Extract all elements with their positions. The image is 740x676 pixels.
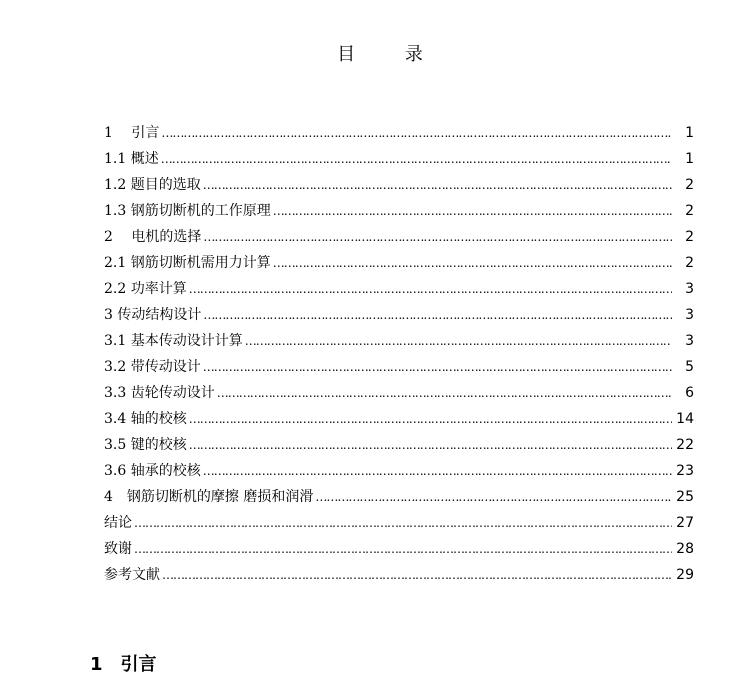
toc-entry-page: 2 xyxy=(685,177,694,193)
toc-dot-leader xyxy=(245,334,672,348)
section-heading: 1 引言 xyxy=(90,654,157,675)
toc-entry-label: 1.3 钢筋切断机的工作原理 xyxy=(104,203,271,219)
toc-entry xyxy=(104,559,694,585)
toc-entry-page: 14 xyxy=(676,411,694,427)
toc-dot-leader xyxy=(189,412,672,426)
toc-entry-label: 1.1 概述 xyxy=(104,151,159,167)
toc-entry-page: 1 xyxy=(685,125,694,141)
toc-dot-leader xyxy=(273,204,672,218)
toc-entry-page: 3 xyxy=(685,307,694,323)
toc-entry-page: 3 xyxy=(685,333,694,349)
toc-entry xyxy=(104,455,694,481)
toc-entry-page: 2 xyxy=(685,255,694,271)
toc-entry-label: 4 钢筋切断机的摩擦 磨损和润滑 xyxy=(104,489,314,505)
toc-entry-label: 3.2 带传动设计 xyxy=(104,359,201,375)
toc-dot-leader xyxy=(134,542,672,556)
toc-dot-leader xyxy=(203,464,672,478)
toc-dot-leader xyxy=(161,152,672,166)
toc-dot-leader xyxy=(203,230,672,244)
toc-dot-leader xyxy=(217,386,672,400)
toc-entry-label: 参考文献 xyxy=(104,567,160,583)
toc-entry xyxy=(104,351,694,377)
toc-entry xyxy=(104,117,694,143)
toc-entry xyxy=(104,507,694,533)
toc-entry-label: 3.6 轴承的校核 xyxy=(104,463,201,479)
toc-entry-page: 2 xyxy=(685,203,694,219)
toc-entry-label: 3.5 键的校核 xyxy=(104,437,187,453)
toc-entry-label: 3.4 轴的校核 xyxy=(104,411,187,427)
toc-entry-page: 22 xyxy=(676,437,694,453)
toc-entry-page: 28 xyxy=(676,541,694,557)
toc-entry-page: 23 xyxy=(676,463,694,479)
toc-entry-page: 5 xyxy=(685,359,694,375)
toc-dot-leader xyxy=(203,360,672,374)
toc-entry-page: 1 xyxy=(685,151,694,167)
toc-title: 目 录 xyxy=(337,44,445,65)
toc-entry-page: 29 xyxy=(676,567,694,583)
toc-dot-leader xyxy=(189,438,672,452)
toc-entry xyxy=(104,247,694,273)
toc-entry xyxy=(104,377,694,403)
table-of-contents xyxy=(104,117,694,585)
toc-entry-page: 27 xyxy=(676,515,694,531)
toc-entry xyxy=(104,299,694,325)
toc-entry-page: 3 xyxy=(685,281,694,297)
toc-entry-page: 25 xyxy=(676,489,694,505)
toc-entry xyxy=(104,221,694,247)
toc-entry-page: 2 xyxy=(685,229,694,245)
toc-entry-label: 1.2 题目的选取 xyxy=(104,177,201,193)
toc-dot-leader xyxy=(134,516,672,530)
toc-dot-leader xyxy=(161,126,672,140)
toc-entry-label: 结论 xyxy=(104,515,132,531)
toc-entry-label: 1 引言 xyxy=(104,125,160,141)
toc-entry xyxy=(104,481,694,507)
toc-entry-page: 6 xyxy=(685,385,694,401)
toc-dot-leader xyxy=(189,282,672,296)
toc-entry xyxy=(104,403,694,429)
toc-entry xyxy=(104,143,694,169)
toc-entry-label: 3.1 基本传动设计计算 xyxy=(104,333,243,349)
toc-entry-label: 3.3 齿轮传动设计 xyxy=(104,385,215,401)
toc-entry xyxy=(104,169,694,195)
toc-entry-label: 2.1 钢筋切断机需用力计算 xyxy=(104,255,271,271)
toc-entry-label: 2.2 功率计算 xyxy=(104,281,187,297)
toc-dot-leader xyxy=(273,256,672,270)
toc-entry-label: 3 传动结构设计 xyxy=(104,307,202,323)
toc-entry xyxy=(104,325,694,351)
toc-entry xyxy=(104,195,694,221)
toc-dot-leader xyxy=(315,490,672,504)
toc-dot-leader xyxy=(203,308,672,322)
toc-dot-leader xyxy=(162,568,672,582)
toc-dot-leader xyxy=(203,178,672,192)
toc-entry xyxy=(104,429,694,455)
toc-entry-label: 2 电机的选择 xyxy=(104,229,202,245)
toc-entry xyxy=(104,533,694,559)
toc-entry xyxy=(104,273,694,299)
toc-entry-label: 致谢 xyxy=(104,541,132,557)
